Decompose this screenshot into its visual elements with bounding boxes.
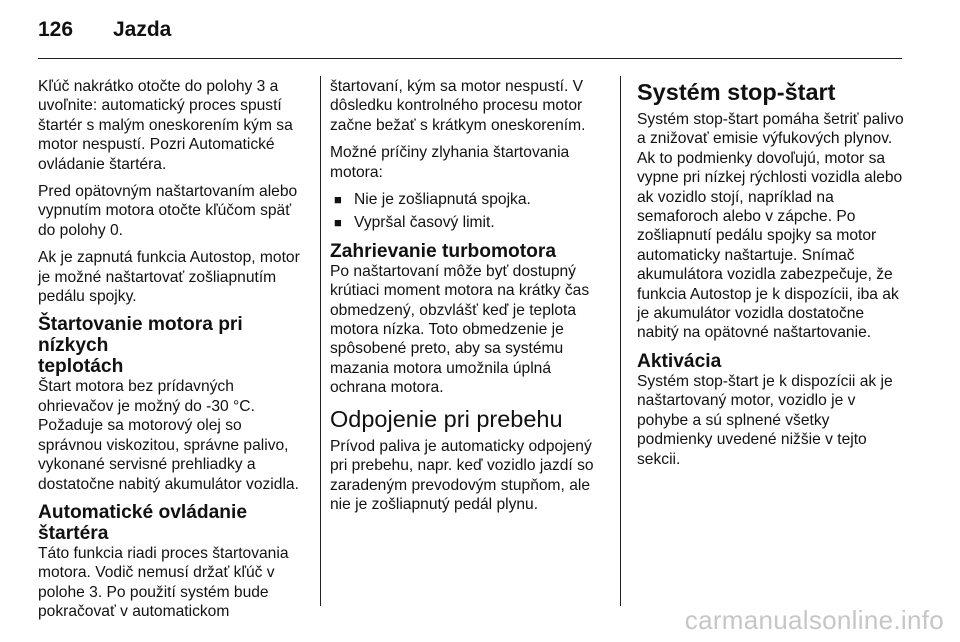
heading-low-temperature-start: Štartovanie motora pri nízkych teplotách [38,314,243,378]
column-divider-1 [320,76,321,606]
heading-activation: Aktivácia [637,350,722,372]
heading-turbo-warmup: Zahrievanie turbomotora [330,240,557,262]
column-1 [38,77,310,630]
paragraph: Systém stop-štart pomáha šetriť palivo a znižovať emisie výfukových plynov. Ak to podmienky dovoľujú, motor sa vypne pri nízkej rýchlosti vozidla alebo ak vozidlo stojí, napríklad na semaforoch alebo v zápche. Po zošliapnutí pedálu spojky sa motor automaticky naštartuje. Snímač akumulátora vozidla zabezpečuje, že funkcia Autostop je k dispozícii, iba ak je akumulátor vozidla dostatočne nabitý na opätovné naštartovanie. [637,111,904,342]
heading-stop-start-system: Systém stop-štart [637,79,836,105]
paragraph: štartovaní, kým sa motor nespustí. V dôsledku kontrolného procesu motor začne bežať s krátkym oneskorením. [330,78,586,134]
list-item: ■ Vypršal časový limit. [330,213,605,232]
heading-automatic-starter-control: Automatické ovládanie štartéra [38,501,247,544]
list-item: ■ Nie je zošliapnutá spojka. [330,190,605,209]
page-number: 126 [38,18,74,41]
bullet-list [330,190,605,233]
paragraph: Prívod paliva je automaticky odpojený pri prebehu, napr. keď vozidlo jazdí so zaradeným prevodovým stupňom, ale nie je zošliapnutý pedál plynu. [330,437,594,513]
column-divider-2 [620,76,621,606]
watermark: carmanualsonline.info [684,605,944,635]
paragraph: Táto funkcia riadi proces štartovania motora. Vodič nemusí držať kľúč v polohe 3. Po použití systém bude pokračovať v automatickom [38,544,289,621]
header-rule [38,58,902,59]
paragraph: Systém stop-štart je k dispozícii ak je naštartovaný motor, vozidlo je v pohybe a sú splnené všetky podmienky uvedené nižšie v tejto sekcii. [637,372,893,468]
column-3 [637,77,909,477]
paragraph: Ak je zapnutá funkcia Autostop, motor je možné naštartovať zošliapnutím pedálu spojky. [38,249,300,306]
paragraph: Štart motora bez prídavných ohrievačov je možný do -30 °C. Požaduje sa motorový olej so správnou viskozitou, správne palivo, vykonané servisné prehliadky a dostatočne nabitý akumulátor vozidla. [38,378,299,493]
paragraph: Možné príčiny zlyhania štartovania motora: [330,144,570,181]
heading-fuel-cutoff: Odpojenie pri prebehu [330,405,563,432]
paragraph: Po naštartovaní môže byť dostupný krútiaci moment motora na krátky čas obmedzený, obzvlášť keď je teplota motora nízka. Toto obmedzenie je spôsobené preto, aby sa systému mazania motora umožnila úplná ochrana motora. [330,262,590,397]
paragraph: Kľúč nakrátko otočte do polohy 3 a uvoľnite: automatický proces spustí štartér s malým oneskorením kým sa motor nespustí. Pozri Automatické ovládanie štartéra. [38,78,293,173]
section-title: Jazda [113,18,172,41]
paragraph: Pred opätovným naštartovaním alebo vypnutím motora otočte kľúčom späť do polohy 0. [38,183,298,239]
column-2 [330,77,605,522]
